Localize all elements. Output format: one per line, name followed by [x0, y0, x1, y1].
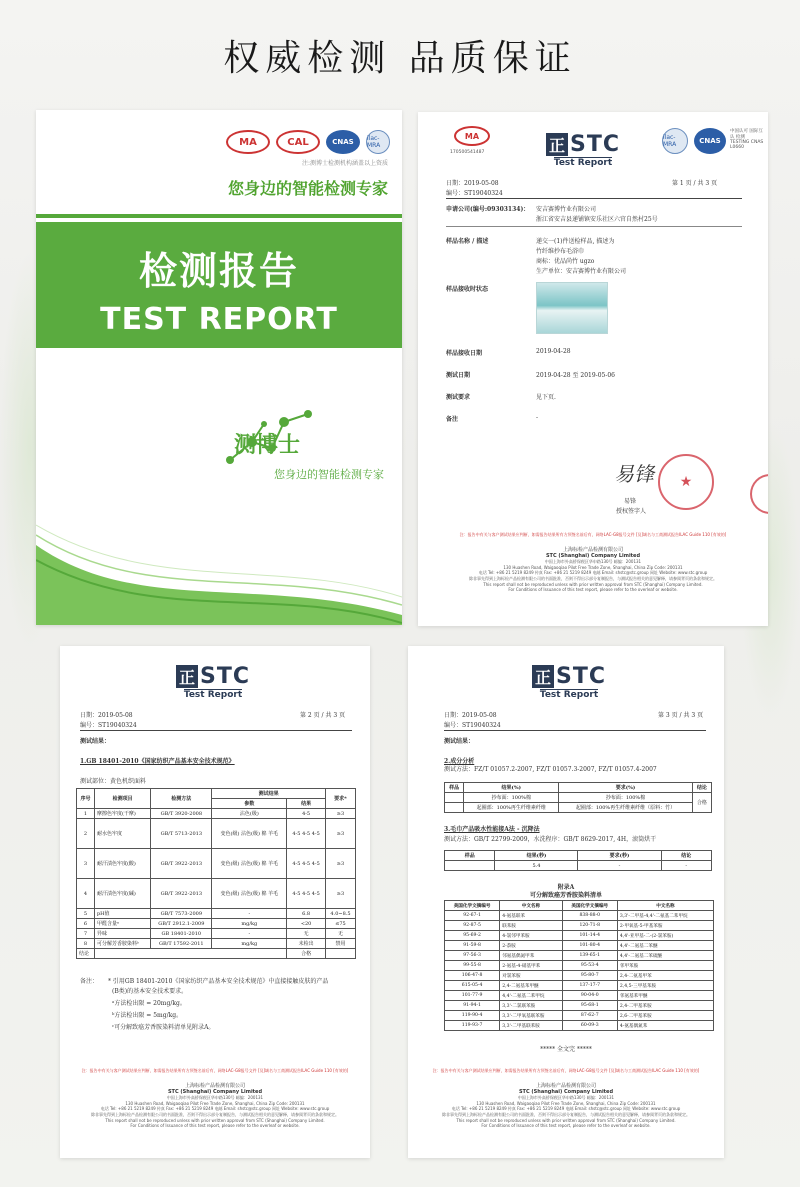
table-row [445, 961, 714, 971]
table-row [77, 849, 356, 879]
table-row [77, 789, 356, 799]
table-row [445, 941, 714, 951]
table-cell: 甲醛含量ᵃ [94, 919, 150, 929]
table-row [445, 793, 712, 803]
table-cell: 137-17-7 [562, 981, 617, 991]
applicant-label: 申请公司(编号:09303134)： [446, 206, 530, 213]
table-row [77, 909, 356, 919]
sample-desc-2: 竹纤维抄布毛浴巾 [536, 248, 585, 255]
stc-mark-icon: 正 [532, 665, 554, 688]
table-cell: 结论 [692, 783, 711, 793]
table-cell: 中文名称 [500, 901, 562, 911]
table-row [445, 803, 712, 813]
cnas-logo-icon: CNAS [326, 130, 360, 154]
requirement-value: 见下页. [536, 394, 556, 401]
table-cell: 4-氨基联苯 [500, 911, 562, 921]
table-cell: 无 [325, 929, 355, 939]
footer-address-cn: 中国上海市外高桥保税区华申路130号 邮编：200131 [544, 559, 642, 564]
table-cell [445, 793, 464, 803]
table-cell: 耐水色牢度 [94, 819, 150, 849]
table-cell: GB/T 3922-2013 [151, 879, 212, 909]
report-number: 编号：ST19040324 [444, 722, 501, 729]
test-date-label: 测试日期 [446, 372, 471, 379]
composition-method: 测试方法：FZ/T 01057.2-2007, FZ/T 01057.3-2007, FZ/T 01057.4-2007 [444, 766, 657, 773]
table-cell: 结果(%) [464, 783, 559, 793]
table-cell: ≥3 [325, 849, 355, 879]
table-cell: GB/T 3922-2013 [151, 849, 212, 879]
divider [446, 226, 742, 227]
test-report-page-2 [60, 646, 370, 1158]
table-cell: 4-5 4-5 4-5 [287, 819, 326, 849]
header-rule [444, 730, 706, 731]
table-cell: - [578, 861, 661, 871]
table-cell: 92-87-5 [445, 921, 500, 931]
table-cell: 4 [77, 879, 95, 909]
report-date: 日期：2019-05-08 [444, 712, 497, 719]
sample-trademark: 商标：优品尚竹 ugzo [536, 258, 595, 265]
cover-note: 注:测博士检测机构涵盖以上资质 [301, 160, 388, 167]
table-cell: 1 [77, 809, 95, 819]
table-cell: 4-5 4-5 4-5 [287, 849, 326, 879]
table-row [77, 939, 356, 949]
table-cell: 3,3'-二甲基联苯胺 [500, 1021, 562, 1031]
table-cell: 沾色(级) [212, 809, 287, 819]
stc-subtitle: Test Report [539, 690, 599, 700]
table-cell: 139-65-1 [562, 951, 617, 961]
table-cell: 4,4'-二氨基二苯硫醚 [617, 951, 713, 961]
signer-title: 授权签字人 [616, 508, 647, 515]
table-cell: GB/T 2912.1-2009 [151, 919, 212, 929]
footer-contact: 电话 Tel: +86 21 5219 8249 传真 Fax: +86 21 5219 8249 电邮 Email: shstc@stc.group 网址 Website: www.stc.group [478, 570, 708, 575]
table-cell: 4-5 4-5 4-5 [287, 879, 326, 909]
table-cell: 3,3'-二甲氧基联苯胺 [500, 1011, 562, 1021]
table-cell: 邻氨基苯甲醚 [617, 991, 713, 1001]
table-cell: 要求(%) [559, 783, 692, 793]
green-wave-decoration [36, 505, 402, 625]
safety-results-table [76, 788, 356, 959]
table-cell: - [212, 909, 287, 919]
accreditation-logos [226, 130, 390, 154]
conclusion-row [77, 949, 356, 959]
absorbency-title: 3.毛巾产品吸水性能接A法 - 沉降法 [444, 826, 540, 833]
stc-wordmark: STC [556, 664, 607, 689]
stc-subtitle: Test Report [553, 158, 613, 168]
remarks-label: 备注： [80, 978, 99, 985]
page-number: 第 1 页 / 共 3 页 [672, 180, 718, 187]
sample-manufacturer: 生产单位：安吉赛博竹业有限公司 [536, 268, 627, 275]
accreditation-text: 中国认可 国际互认 检测 TESTING CNAS L0660 [730, 129, 764, 150]
report-date: 日期：2019-05-08 [446, 180, 499, 187]
end-of-report: ***** 全文完 ***** [540, 1046, 592, 1053]
absorbency-method: 测试方法：GB/T 22799-2009，水洗程序：GB/T 8629-2017, 4H，滚筒烘干 [444, 836, 657, 843]
table-cell: 2-甲氧基-5-甲基苯胺 [617, 921, 713, 931]
table-row [445, 1011, 714, 1021]
receive-date-value: 2019-04-28 [536, 348, 571, 355]
ilac-logo-icon: ilac-MRA [662, 128, 688, 154]
table-row [77, 809, 356, 819]
report-footer: 注：报告中有关与客户测试结果应判断，如需报告结果所有方须签名前后有，网络LAC-G8报号文件 [及]域名与工商测试报告ILAC Guide 110 [有效的] 上海标检产品检测有限公司 STC (Shanghai) Company Limited 中国上海市外高桥保税区华申路130号 邮编：200131 130 Huashen Road, Waigaoqiao Pilot Free Trade Zone, Shanghai, China Zip Code: 200131 电话 Tel: +86 21 5219 8249 传真 Fax: +86 21 5219 8249 电邮 Email: shstc@stc.group 网址 Website: www.stc.group 除非事先得到上海标检产品检测有限公司的书面批准，否则不得出示部分复制报告，与测试报告相关的意见解释，请参阅背页的条款和规定。 This report shall not be reproduced unless with prior written approval from STC (Shanghai) Company Limited. For Conditions of Issuance of this test report, please refer to the overleaf or website. [432, 1068, 700, 1128]
table-cell: 合格 [287, 949, 326, 959]
report-number: 编号：ST19040324 [80, 722, 137, 729]
remark-line: ᵃ方法检出限 = 20mg/kg。 [112, 1000, 186, 1007]
ma-logo-icon: MA [226, 130, 270, 154]
table-cell: 对氯苯胺 [500, 971, 562, 981]
stc-logo [532, 664, 606, 700]
results-heading: 测试结果： [80, 738, 111, 745]
table-cell: mg/kg [212, 939, 287, 949]
sample-desc-1: 递交一(1)件送检样品, 描述为 [536, 238, 615, 245]
cover-title-cn: 检测报告 [138, 249, 299, 293]
table-cell: GB/T 3920-2008 [151, 809, 212, 819]
table-cell: 6 [77, 919, 95, 929]
table-cell: 样品 [445, 851, 495, 861]
footer-notice-cn: 除非事先得到上海标检产品检测有限公司的书面批准，否则不得出示部分复制报告，与测试报告相关的意见解释，请参阅背页的条款和规定。 [469, 576, 717, 581]
table-cell: 无 [287, 929, 326, 939]
receive-date-label: 样品接收日期 [446, 350, 483, 357]
table-cell: pH值 [94, 909, 150, 919]
table-row [445, 991, 714, 1001]
table-cell: 119-93-7 [445, 1021, 500, 1031]
table-cell: ≥3 [325, 879, 355, 909]
table-cell: GB 18401-2010 [151, 929, 212, 939]
remark-value: - [536, 414, 539, 421]
stc-wordmark: STC [200, 664, 251, 689]
table-row [77, 929, 356, 939]
remark-line: * 引用GB 18401-2010《国家纺织产品基本安全技术规范》中直接接触皮肤的产品 [108, 978, 329, 985]
table-cell: 2,4,5-三甲基苯胺 [617, 981, 713, 991]
absorbency-table [444, 850, 712, 871]
col-requirement: 要求* [325, 789, 355, 809]
report-date: 日期：2019-05-08 [80, 712, 133, 719]
col-result: 结果 [287, 799, 326, 809]
report-cover [36, 110, 402, 625]
standard-title: 1.GB 18401-2010《国家纺织产品基本安全技术规范》 [80, 758, 235, 765]
table-row [445, 921, 714, 931]
table-row [445, 971, 714, 981]
table-cell: 禁用 [325, 939, 355, 949]
composition-title: 2.成分分析 [444, 758, 475, 765]
table-cell: 起圈部：100%再生纤维素纤维（原料：竹） [559, 803, 692, 813]
table-cell: 95-53-4 [562, 961, 617, 971]
table-cell: 异味 [94, 929, 150, 939]
table-row [445, 1001, 714, 1011]
applicant-address: 浙江省安吉县递铺镇安乐社区六官自然村25号 [536, 216, 658, 223]
table-row [445, 901, 714, 911]
table-cell: 美国化学文摘编号 [445, 901, 500, 911]
footer-notice-red: 注：报告中有关与客户测试结果应判断，如需报告结果所有方须签名前后有，网络LAC-G8报号文件 [及]域名与工商测试报告ILAC Guide 110 [有效的] [459, 532, 727, 537]
table-row [445, 981, 714, 991]
table-cell: 8 [77, 939, 95, 949]
table-row [445, 951, 714, 961]
table-cell: 60-09-3 [562, 1021, 617, 1031]
table-cell: 抄布面：100%棉 [464, 793, 559, 803]
table-cell: 耐汗渍色牢度(酸) [94, 849, 150, 879]
table-cell: 99-55-8 [445, 961, 500, 971]
cover-divider [36, 214, 402, 218]
table-cell: 101-77-9 [445, 991, 500, 1001]
stc-mark-icon: 正 [546, 133, 568, 156]
seal-edge-icon [750, 474, 768, 514]
report-footer: 注：报告中有关与客户测试结果应判断，如需报告结果所有方须签名前后有，网络LAC-G8报号文件 [及]域名与工商测试报告ILAC Guide 110 [有效的] 上海标检产品检测有限公司 STC (Shanghai) Company Limited 中国上海市外高桥保税区华申路130号 邮编：200131 130 Huashen Road, Waigaoqiao Pilot Free Trade Zone, Shanghai, China Zip Code: 200131 电话 Tel: +86 21 5219 8249 传真 Fax: +86 21 5219 8249 电邮 Email: shstc@stc.group 网址 Website: www.stc.group 除非事先得到上海标检产品检测有限公司的书面批准，否则不得出示部分复制报告，与测试报告相关的意见解释，请参阅背页的条款和规定。 This report shall not be reproduced unless with prior written approval from STC (Shanghai) Company Limited. For Conditions of Issuance of this test report, please refer to the overleaf or website. [81, 1068, 349, 1128]
table-cell: 3,3'-二氯联苯胺 [500, 1001, 562, 1011]
table-row [445, 911, 714, 921]
test-report-page-3 [408, 646, 724, 1158]
table-cell: ≥3 [325, 819, 355, 849]
table-cell: 101-80-4 [562, 941, 617, 951]
table-cell: 7 [77, 929, 95, 939]
requirement-label: 测试要求 [446, 394, 471, 401]
table-cell: 样品 [445, 783, 464, 793]
table-cell: ≥3 [325, 809, 355, 819]
remark-line: (B类)的基本安全技术要求。 [112, 988, 188, 995]
table-cell: 2-萘胺 [500, 941, 562, 951]
footer-address-en: 130 Huashen Road, Waigaoqiao Pilot Free Trade Zone, Shanghai, China Zip Code: 200131 [503, 565, 683, 570]
table-row [445, 861, 712, 871]
table-cell: 未检出 [287, 939, 326, 949]
stc-wordmark: STC [570, 132, 621, 157]
table-cell: 90-04-0 [562, 991, 617, 1001]
footer-conditions: For Conditions of Issuance of this test report, please refer to the overleaf or website. [508, 587, 678, 592]
col-result-group: 测试结果 [212, 789, 326, 799]
official-seal-icon: ★ [658, 454, 714, 510]
table-row [445, 1021, 714, 1031]
table-cell: 87-62-7 [562, 1011, 617, 1021]
stc-logo [546, 132, 620, 168]
table-cell: 95-69-2 [445, 931, 500, 941]
table-cell: 2,4-二甲基苯胺 [617, 1001, 713, 1011]
table-cell: 起圈部：100%再生纤维素纤维 [464, 803, 559, 813]
header-rule [80, 730, 352, 731]
applicant-value: 安吉赛博竹业有限公司 [536, 206, 597, 213]
signer-name: 易锋 [624, 498, 637, 505]
table-cell: ≤75 [325, 919, 355, 929]
table-cell: mg/kg [212, 919, 287, 929]
table-cell: 4,4'-二氨基二苯甲烷 [500, 991, 562, 1001]
composition-table [444, 782, 712, 813]
table-cell [445, 803, 464, 813]
table-cell: GB/T 7573-2009 [151, 909, 212, 919]
table-cell: 97-56-3 [445, 951, 500, 961]
table-cell: <20 [287, 919, 326, 929]
col-no: 序号 [77, 789, 95, 809]
table-cell: 6.8 [287, 909, 326, 919]
table-cell: 邻甲苯胺 [617, 961, 713, 971]
table-cell: 变色(级) 沾色(级) 棉 羊毛 [212, 819, 287, 849]
table-cell: GB/T 5713-2013 [151, 819, 212, 849]
table-cell: 要求(秒) [578, 851, 661, 861]
table-cell: 101-14-4 [562, 931, 617, 941]
page-number: 第 3 页 / 共 3 页 [658, 712, 704, 719]
table-row [77, 819, 356, 849]
footer-notice-en: This report shall not be reproduced unless with prior written approval from STC (Shanghai) Company Limited. [483, 582, 703, 587]
table-cell: 119-90-4 [445, 1011, 500, 1021]
ilac-logo-icon: ilac-MRA [366, 130, 390, 154]
page-headline: 权威检测 品质保证 [223, 38, 577, 79]
table-cell: 2-氨基-4-硝基甲苯 [500, 961, 562, 971]
header-rule [446, 198, 742, 199]
col-item: 检测项目 [94, 789, 150, 809]
table-cell: 中文名称 [617, 901, 713, 911]
table-cell: 91-94-1 [445, 1001, 500, 1011]
table-cell: GB/T 17592-2011 [151, 939, 212, 949]
table-row [445, 931, 714, 941]
sample-photo [536, 282, 608, 334]
table-cell [94, 949, 286, 959]
col-param: 参数 [212, 799, 287, 809]
table-cell: 耐汗渍色牢度(碱) [94, 879, 150, 909]
table-cell: 95-80-7 [562, 971, 617, 981]
table-cell: 4-氨基偶氮苯 [617, 1021, 713, 1031]
table-cell: 3 [77, 849, 95, 879]
table-cell: 2 [77, 819, 95, 849]
report-footer [418, 532, 768, 592]
table-row [445, 783, 712, 793]
cover-title-en: TEST REPORT [100, 302, 338, 337]
table-cell: 3,3'-二甲基-4,4'-二氨基二苯甲烷 [617, 911, 713, 921]
table-cell: 95-68-1 [562, 1001, 617, 1011]
stc-mark-icon: 正 [176, 665, 198, 688]
remark-label: 备注 [446, 416, 459, 423]
table-cell [325, 949, 355, 959]
brand-slogan: 您身边的智能检测专家 [274, 468, 384, 481]
brand-name: 测博士 [234, 433, 301, 458]
table-cell: 变色(级) 沾色(级) 棉 羊毛 [212, 879, 287, 909]
table-row [445, 851, 712, 861]
table-cell: 615-05-4 [445, 981, 500, 991]
report-number: 编号：ST19040324 [446, 190, 503, 197]
table-cell: 邻氨基偶氮甲苯 [500, 951, 562, 961]
table-cell: 120-71-8 [562, 921, 617, 931]
table-cell: 2,6-二甲基苯胺 [617, 1011, 713, 1021]
table-cell: 可分解芳香胺染料ᵇ [94, 939, 150, 949]
remark-line: ᵇ方法检出限 = 5mg/kg。 [112, 1012, 183, 1019]
table-cell: 5 [77, 909, 95, 919]
ma-code: 170500541487 [450, 150, 485, 155]
results-heading: 测试结果： [444, 738, 475, 745]
table-cell: 抄布面：100%棉 [559, 793, 692, 803]
cnas-logo-icon: CNAS [694, 128, 726, 154]
table-cell: 5.4 [495, 861, 578, 871]
sample-label: 样品名称 / 描述 [446, 238, 489, 245]
signature: 易锋 [614, 462, 654, 486]
table-cell: 合格 [692, 793, 711, 813]
cover-slogan: 您身边的智能检测专家 [227, 179, 388, 198]
page-number: 第 2 页 / 共 3 页 [300, 712, 346, 719]
sample-state-label: 样品接收时状态 [446, 286, 489, 293]
table-cell: 4-5 [287, 809, 326, 819]
table-cell: - [661, 861, 711, 871]
table-cell: 106-47-8 [445, 971, 500, 981]
stc-logo [176, 664, 250, 700]
stc-subtitle: Test Report [183, 690, 243, 700]
amine-list-table [444, 900, 714, 1031]
table-cell: 2,4-二氨基苯甲醚 [500, 981, 562, 991]
table-row [77, 879, 356, 909]
table-cell: 变色(级) 沾色(级) 棉 羊毛 [212, 849, 287, 879]
footer-company-en: STC (Shanghai) Company Limited [545, 553, 641, 559]
table-cell: 摩擦色牢度(干摩) [94, 809, 150, 819]
table-cell [445, 861, 495, 871]
table-cell: 4,4'-亚甲基-二-(2-氯苯胺) [617, 931, 713, 941]
table-cell: 91-59-8 [445, 941, 500, 951]
table-cell: 结果(秒) [495, 851, 578, 861]
table-cell: 92-67-1 [445, 911, 500, 921]
cal-logo-icon: CAL [276, 130, 320, 154]
table-cell: 美国化学文摘编号 [562, 901, 617, 911]
test-part: 测试部位：黄色机织面料 [80, 778, 147, 785]
table-cell: 838-88-0 [562, 911, 617, 921]
test-report-page-1 [418, 112, 768, 626]
col-method: 检测方法 [151, 789, 212, 809]
table-cell: 4-氯邻甲苯胺 [500, 931, 562, 941]
table-cell: 结论 [77, 949, 95, 959]
table-cell: 联苯胺 [500, 921, 562, 931]
ma-logo-icon: MA [454, 126, 490, 146]
table-cell: 结论 [661, 851, 711, 861]
table-cell: 2,4-二氨基甲苯 [617, 971, 713, 981]
table-row [77, 919, 356, 929]
test-date-value: 2019-04-28 至 2019-05-06 [536, 372, 616, 379]
table-cell: 4,4'-二氨基二苯醚 [617, 941, 713, 951]
remark-line: ᶜ可分解致癌芳香胺染料清单见附录A。 [112, 1024, 215, 1031]
footer-company-cn: 上海标检产品检测有限公司 [562, 547, 623, 553]
appendix-label: 附录A [557, 884, 575, 891]
table-cell: 4.0~8.5 [325, 909, 355, 919]
appendix-title: 可分解致癌芳香胺染料清单 [529, 892, 602, 899]
table-cell: - [212, 929, 287, 939]
